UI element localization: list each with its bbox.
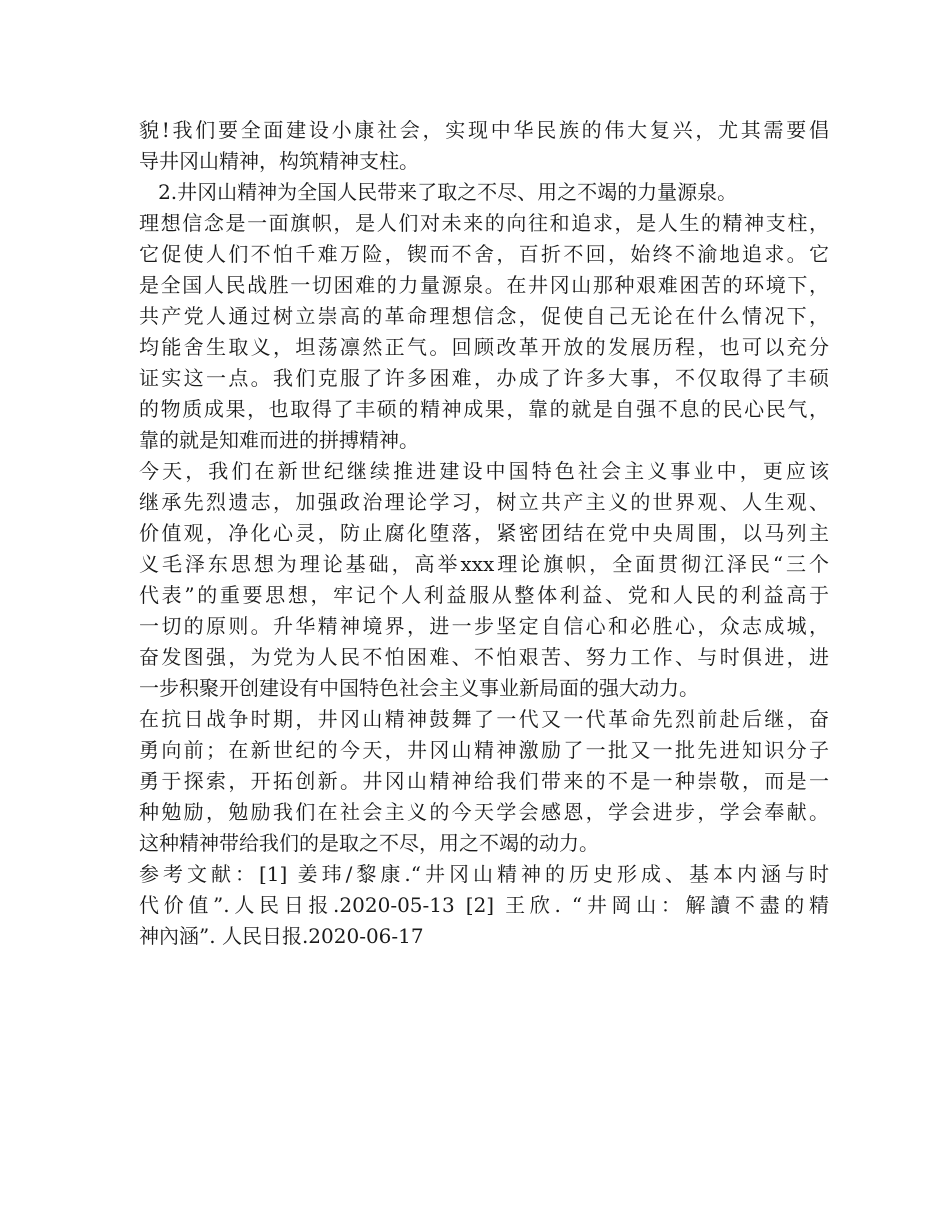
text-line: 证实这一点。我们克服了许多困难，办成了许多大事，不仅取得了丰硕: [139, 366, 829, 390]
text-line: 义毛泽东思想为理论基础，高举xxx理论旗帜，全面贯彻江泽民“三个: [139, 552, 829, 576]
text-line: 的物质成果，也取得了丰硕的精神成果，靠的就是自强不息的民心民气，: [139, 397, 829, 421]
text-line: 靠的就是知难而进的拼搏精神。: [139, 428, 419, 452]
text-line: 代价值”.人民日报.2020-05-13 [2] 王欣. “井岡山：解讀不盡的精: [139, 893, 829, 917]
text-line: 共产党人通过树立崇高的革命理想信念，促使自己无论在什么情况下，: [139, 304, 829, 328]
text-line: 种勉励，勉励我们在社会主义的今天学会感恩，学会进步，学会奉献。: [139, 800, 829, 824]
text-line: 奋发图强，为党为人民不怕困难、不怕艰苦、努力工作、与时俱进，进: [139, 645, 829, 669]
text-line: 勇向前；在新世纪的今天，井冈山精神激励了一批又一批先进知识分子: [139, 738, 829, 762]
text-line: 一切的原则。升华精神境界，进一步坚定自信心和必胜心，众志成城，: [139, 614, 829, 638]
document-body: [139, 115, 829, 952]
text-line: 神內涵”. 人民日报.2020-06-17: [139, 924, 424, 948]
text-line: 勇于探索，开拓创新。井冈山精神给我们带来的不是一种崇敬，而是一: [139, 769, 829, 793]
text-line: 是全国人民战胜一切困难的力量源泉。在井冈山那种艰难困苦的环境下，: [139, 273, 829, 297]
text-line: 理想信念是一面旗帜，是人们对未来的向往和追求，是人生的精神支柱，: [139, 211, 829, 235]
text-line: 2.井冈山精神为全国人民带来了取之不尽、用之不竭的力量源泉。: [139, 180, 738, 204]
text-line: 貌!我们要全面建设小康社会，实现中华民族的伟大复兴，尤其需要倡: [139, 118, 829, 142]
text-line: 参考文献：[1] 姜玮/黎康.“井冈山精神的历史形成、基本内涵与时: [139, 862, 829, 886]
text-line: 今天，我们在新世纪继续推进建设中国特色社会主义事业中，更应该: [139, 459, 829, 483]
text-line: 它促使人们不怕千难万险，锲而不舍，百折不回，始终不渝地追求。它: [139, 242, 829, 266]
text-line: 价值观，净化心灵，防止腐化堕落，紧密团结在党中央周围，以马列主: [139, 521, 829, 545]
text-line: 在抗日战争时期，井冈山精神鼓舞了一代又一代革命先烈前赴后继，奋: [139, 707, 829, 731]
text-line: 继承先烈遗志，加强政治理论学习，树立共产主义的世界观、人生观、: [139, 490, 829, 514]
text-line: 导井冈山精神，构筑精神支柱。: [139, 149, 419, 173]
text-line: 一步积聚开创建设有中国特色社会主义事业新局面的强大动力。: [139, 676, 699, 700]
text-line: 这种精神带给我们的是取之不尽，用之不竭的动力。: [139, 831, 599, 855]
text-line: 代表”的重要思想，牢记个人利益服从整体利益、党和人民的利益高于: [139, 583, 829, 607]
text-line: 均能舍生取义，坦荡凛然正气。回顾改革开放的发展历程，也可以充分: [139, 335, 829, 359]
